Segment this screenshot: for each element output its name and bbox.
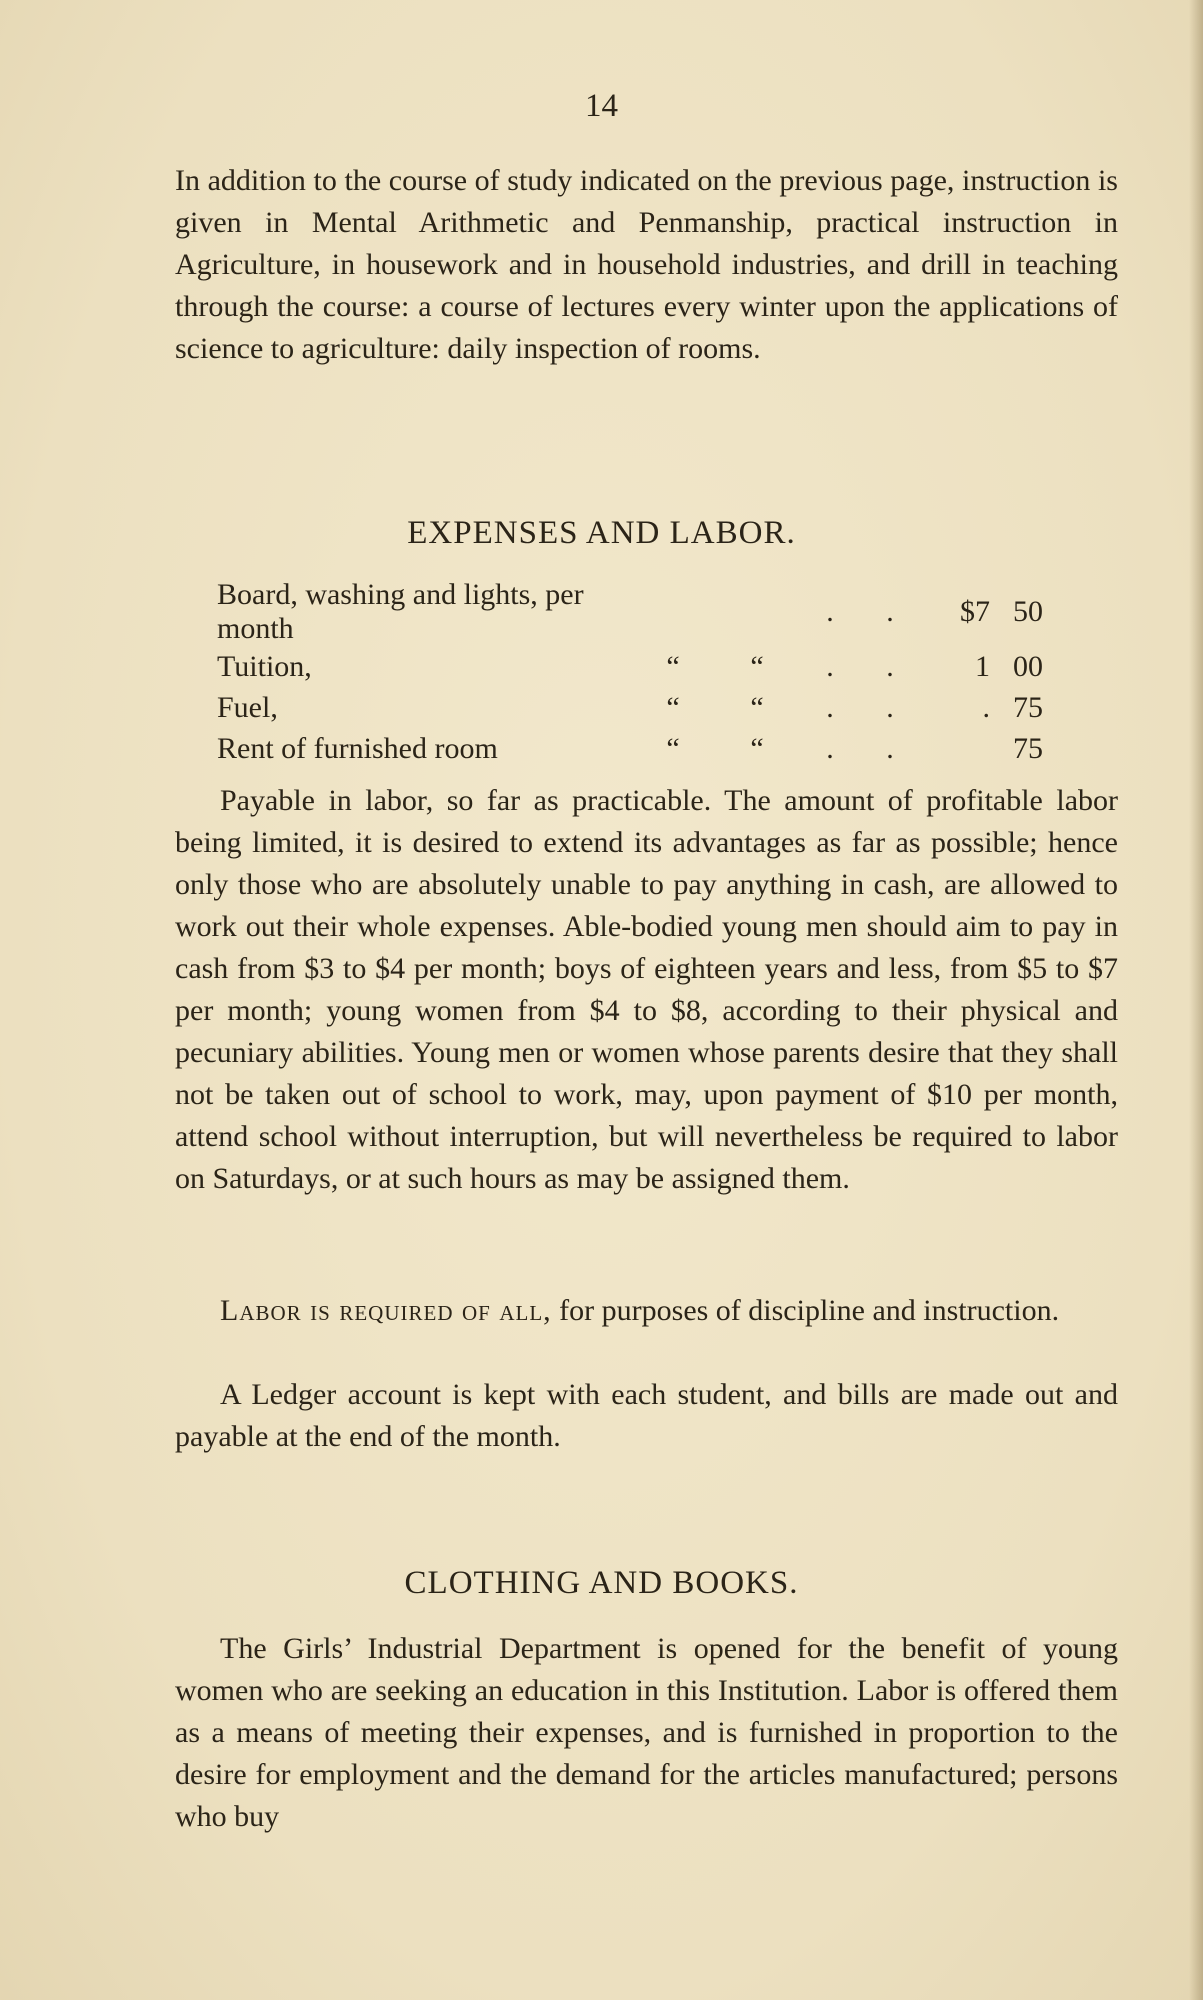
leader-dot: . <box>886 649 894 683</box>
leader-dot: . <box>886 690 894 724</box>
page-number: 14 <box>585 88 618 124</box>
intro-paragraph: In addition to the course of study indicated on the previous page, instruction is given in Mental Arithmetic and Penmanship, practical instruction in Agriculture, in housework and in household industries, and drill in teaching through the course: a course of lectures every winter upon the applications of science to agriculture: daily inspection of rooms. <box>175 164 1118 365</box>
leader-dot: . <box>826 649 834 683</box>
table-row <box>217 728 1043 769</box>
ditto-mark: “ <box>666 690 680 724</box>
ditto-mark: “ <box>666 649 680 683</box>
expense-item: Board, washing and lights, per month <box>217 578 584 645</box>
table-row <box>217 687 1043 728</box>
ledger-paragraph: A Ledger account is kept with each student, and bills are made out and payable at the end of the month. <box>175 1378 1118 1453</box>
table-row <box>217 646 1043 687</box>
labor-paragraph <box>175 1290 1118 1332</box>
leader-dot: . <box>826 595 834 628</box>
clothing-heading: CLOTHING AND BOOKS. <box>404 1565 799 1601</box>
clothing-paragraph: The Girls’ Industrial Department is opened for the benefit of young women who are seeking an education in this Institution. Labor is offered them as a means of meeting their expenses, and is furnished in proportion to the desire for employment and the demand for the articles manufactured; persons who buy <box>175 1632 1118 1833</box>
expenses-table <box>217 578 1043 769</box>
expense-cents: 75 <box>1013 731 1043 765</box>
expense-cents: 00 <box>1013 649 1043 683</box>
expense-dollars: 1 <box>975 649 990 683</box>
expense-cents: 50 <box>1013 595 1043 628</box>
expense-item: Fuel, <box>217 690 278 724</box>
payment-paragraph: Payable in labor, so far as practicable. The amount of profitable labor being limited, it is desired to extend its advantages as far as possible; hence only those who are absolutely unable to pay anything in cash, are allowed to work out their whole expenses. Able-bodied young men should aim to pay in cash from $3 to $4 per month; boys of eighteen years and less, from $5 to $7 per month; young women from $4 to $8, according to their physical and pecuniary abilities. Young men or women whose parents desire that they shall not be taken out of school to work, may, upon payment of $10 per month, attend school without interruption, but will nevertheless be required to labor on Saturdays, or at such hours as may be assigned them. <box>175 784 1118 1195</box>
page-edge-shadow <box>1189 0 1203 2000</box>
leader-dot: . <box>826 690 834 724</box>
expense-dollars: . <box>982 690 990 724</box>
ditto-mark: “ <box>750 731 764 765</box>
ditto-mark: “ <box>750 649 764 683</box>
leader-dot: . <box>886 595 894 628</box>
expenses-heading: EXPENSES AND LABOR. <box>407 515 796 551</box>
labor-rest: for purposes of discipline and instruction. <box>551 1294 1060 1327</box>
expense-item: Rent of furnished room <box>217 731 498 765</box>
leader-dot: . <box>826 731 834 765</box>
expense-dollars: $7 <box>960 595 990 628</box>
table-row <box>217 578 1043 646</box>
expense-item: Tuition, <box>217 649 312 683</box>
expense-cents: 75 <box>1013 690 1043 724</box>
ditto-mark <box>632 578 714 646</box>
ditto-mark: “ <box>666 731 680 765</box>
ditto-mark <box>714 578 800 646</box>
labor-emphasis: Labor is required of all, <box>220 1294 552 1327</box>
expense-dollars <box>920 728 990 769</box>
leader-dot: . <box>886 731 894 765</box>
ditto-mark: “ <box>750 690 764 724</box>
